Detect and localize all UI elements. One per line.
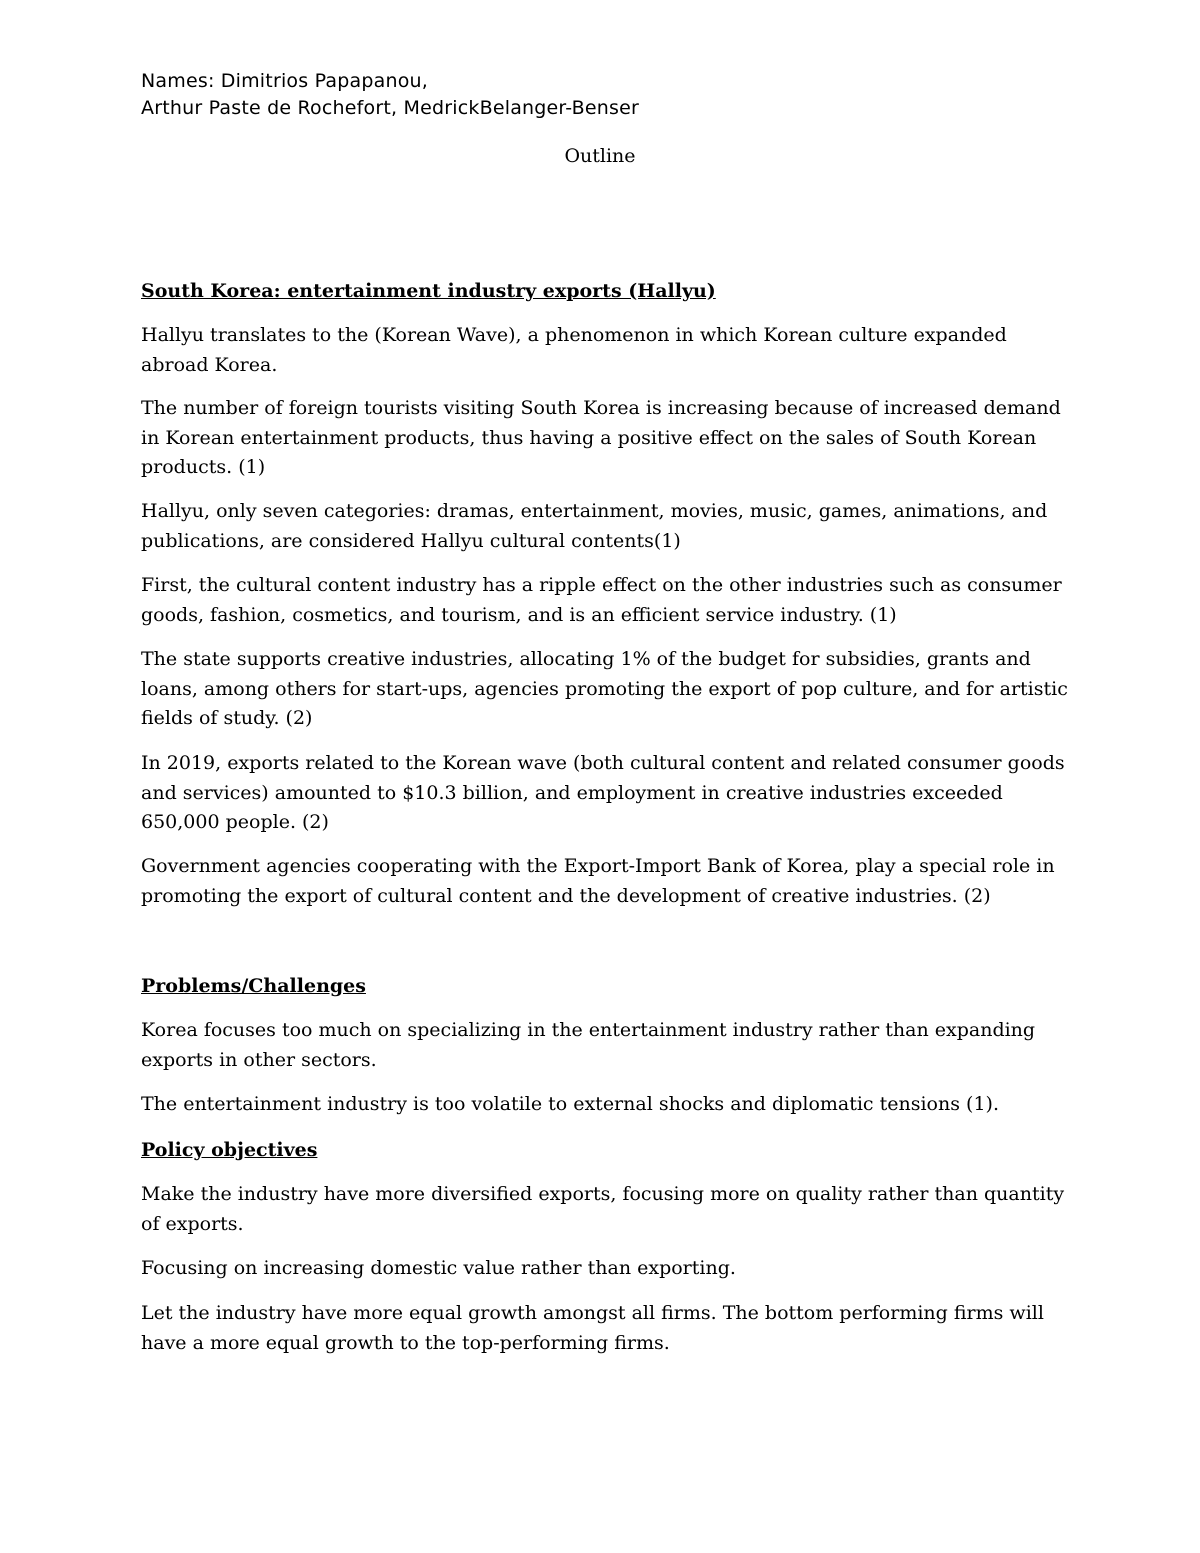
paragraph xyxy=(141,1090,1071,1120)
paragraph xyxy=(141,394,1071,483)
paragraph xyxy=(141,1016,1071,1075)
paragraph-text: Make the industry have more diversified exports, focusing more on quality rather than quantity of exports. xyxy=(141,1183,1065,1235)
paragraph-text: Hallyu translates to the (Korean Wave), a phenomenon in which Korean culture expanded abroad Korea. xyxy=(141,324,1007,376)
section-heading: South Korea: entertainment industry exports (Hallyu) xyxy=(141,280,716,302)
paragraph xyxy=(141,321,1071,380)
paragraph-text: Government agencies cooperating with the Export-Import Bank of Korea, play a special role in promoting the export of cultural content and the development of creative industries. (2) xyxy=(141,855,1055,907)
paragraph-text: Korea focuses too much on specializing in the entertainment industry rather than expanding exports in other sectors. xyxy=(141,1019,1036,1071)
section-heading: Problems/Challenges xyxy=(141,975,366,997)
paragraph-text: The state supports creative industries, allocating 1% of the budget for subsidies, grants and loans, among others for start-ups, agencies promoting the export of pop culture, and for artistic fields of study. (2) xyxy=(141,648,1068,729)
paragraph xyxy=(141,645,1071,734)
section-heading-hallyu xyxy=(141,277,1071,307)
section-heading-problems xyxy=(141,972,1071,1002)
section-heading-policy xyxy=(141,1136,1071,1166)
paragraph xyxy=(141,1299,1071,1358)
paragraph xyxy=(141,1180,1071,1239)
paragraph xyxy=(141,852,1071,911)
paragraph-text: The number of foreign tourists visiting South Korea is increasing because of increased demand in Korean entertainment products, thus having a positive effect on the sales of South Korean products. (1) xyxy=(141,397,1061,478)
paragraph xyxy=(141,571,1071,630)
paragraph-text: Hallyu, only seven categories: dramas, entertainment, movies, music, games, animations, and publications, are considered Hallyu cultural contents(1) xyxy=(141,500,1048,552)
paragraph-text: The entertainment industry is too volatile to external shocks and diplomatic tensions (1). xyxy=(141,1093,999,1115)
section-heading: Policy objectives xyxy=(141,1139,318,1161)
paragraph-text: First, the cultural content industry has a ripple effect on the other industries such as consumer goods, fashion, cosmetics, and tourism, and is an efficient service industry. (1) xyxy=(141,574,1062,626)
paragraph xyxy=(141,497,1071,556)
paragraph-text: Let the industry have more equal growth amongst all firms. The bottom performing firms will have a more equal growth to the top-performing firms. xyxy=(141,1302,1044,1354)
paragraph xyxy=(141,1254,1071,1284)
paragraph-text: In 2019, exports related to the Korean wave (both cultural content and related consumer goods and services) amounted to $10.3 billion, and employment in creative industries exceeded 650,000 people. (2) xyxy=(141,752,1065,833)
paragraph xyxy=(141,749,1071,838)
authors-line-2: Arthur Paste de Rochefort, MedrickBelanger-Benser xyxy=(141,97,639,119)
paragraph-text: Focusing on increasing domestic value rather than exporting. xyxy=(141,1257,736,1279)
document-title: Outline xyxy=(564,145,636,167)
authors-line-1: Names: Dimitrios Papapanou, xyxy=(141,70,428,92)
